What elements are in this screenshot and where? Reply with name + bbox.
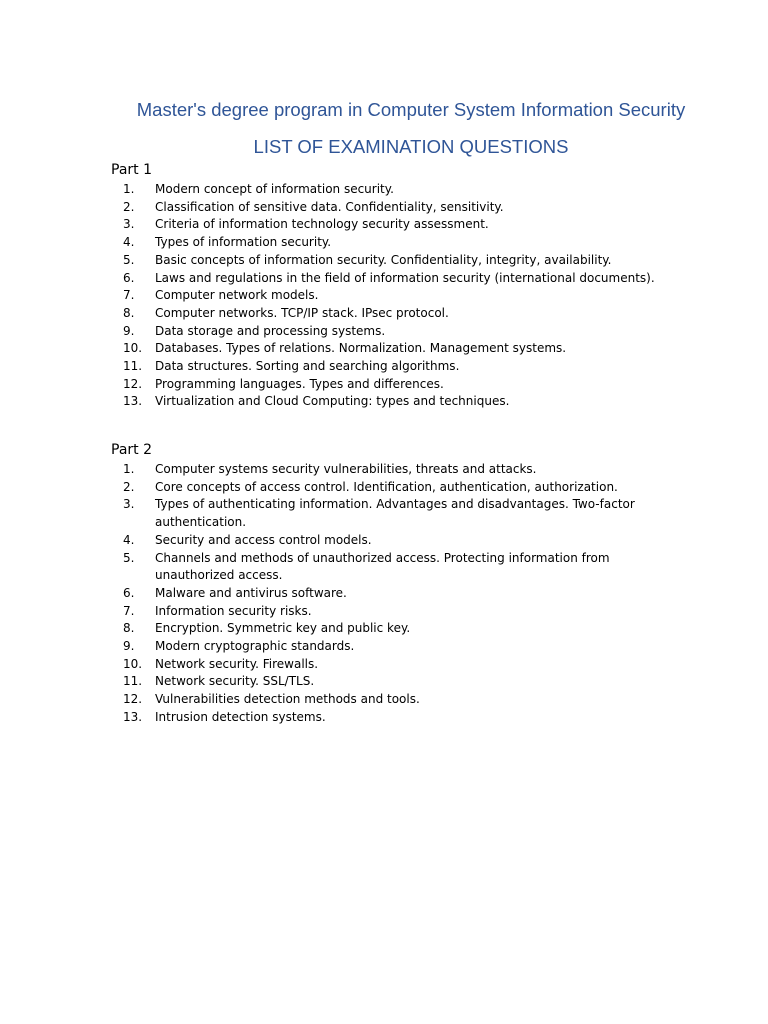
list-item	[111, 496, 651, 531]
question-number: 9.	[123, 639, 135, 654]
question-number: 9.	[123, 323, 135, 338]
question-text: Computer systems security vulnerabilities, threats and attacks.	[155, 462, 537, 476]
list-item	[111, 340, 711, 358]
list-item	[111, 603, 651, 621]
question-number: 12.	[123, 376, 143, 391]
list-item	[111, 376, 711, 394]
question-text: Vulnerabilities detection methods and tools.	[155, 692, 420, 707]
question-number: 8.	[123, 305, 135, 320]
question-text: Information security risks.	[155, 603, 312, 618]
part2-question-list	[111, 461, 651, 727]
list-item	[111, 461, 651, 479]
question-number: 1.	[123, 462, 135, 476]
question-number: 6.	[123, 585, 135, 600]
question-text: Programming languages. Types and differences.	[155, 376, 444, 391]
question-number: 3.	[123, 217, 135, 232]
question-number: 6.	[123, 270, 135, 285]
list-item	[111, 252, 711, 270]
question-text: Criteria of information technology security assessment.	[155, 217, 489, 232]
question-number: 5.	[123, 550, 135, 565]
list-item	[111, 585, 651, 603]
question-number: 13.	[123, 709, 143, 724]
list-item	[111, 199, 711, 217]
document-title: Master's degree program in Computer System Information Security	[136, 99, 686, 120]
question-number: 5.	[123, 252, 135, 267]
part1-heading: Part 1	[111, 162, 152, 178]
list-item	[111, 181, 711, 199]
question-text: Network security. SSL/TLS.	[155, 674, 315, 689]
list-item	[111, 270, 711, 288]
document-subtitle: LIST OF EXAMINATION QUESTIONS	[253, 136, 569, 157]
question-text: Computer networks. TCP/IP stack. IPsec protocol.	[155, 305, 449, 320]
list-item	[111, 287, 711, 305]
list-item	[111, 638, 651, 656]
question-number: 11.	[123, 674, 143, 689]
list-item	[111, 691, 651, 709]
question-number: 2.	[123, 479, 135, 494]
question-text: Channels and methods of unauthorized access. Protecting information from unauthorized access.	[155, 550, 610, 583]
list-item	[111, 532, 651, 550]
list-item	[111, 305, 711, 323]
list-item	[111, 234, 711, 252]
question-number: 10.	[123, 656, 143, 671]
question-text: Virtualization and Cloud Computing: types and techniques.	[155, 394, 510, 409]
list-item	[111, 216, 711, 234]
question-text: Modern cryptographic standards.	[155, 639, 355, 654]
list-item	[111, 709, 651, 727]
list-item	[111, 393, 711, 411]
list-item	[111, 479, 651, 497]
question-text: Core concepts of access control. Identification, authentication, authorization.	[155, 479, 618, 494]
list-item	[111, 673, 651, 691]
question-text: Encryption. Symmetric key and public key.	[155, 621, 411, 636]
question-number: 4.	[123, 235, 135, 250]
question-number: 8.	[123, 621, 135, 636]
question-text: Network security. Firewalls.	[155, 656, 319, 671]
question-text: Modern concept of information security.	[155, 182, 394, 196]
question-text: Laws and regulations in the field of information security (international documents).	[155, 270, 655, 285]
part1-question-list	[111, 181, 711, 411]
list-item	[111, 550, 651, 585]
question-text: Types of information security.	[155, 235, 332, 250]
question-number: 11.	[123, 359, 143, 374]
question-text: Data storage and processing systems.	[155, 323, 386, 338]
question-text: Malware and antivirus software.	[155, 585, 347, 600]
question-number: 2.	[123, 199, 135, 214]
question-number: 4.	[123, 532, 135, 547]
question-text: Classification of sensitive data. Confidentiality, sensitivity.	[155, 199, 504, 214]
part2-heading: Part 2	[111, 442, 152, 458]
list-item	[111, 358, 711, 376]
question-number: 7.	[123, 603, 135, 618]
question-number: 7.	[123, 288, 135, 303]
question-number: 1.	[123, 182, 135, 196]
question-text: Data structures. Sorting and searching algorithms.	[155, 359, 460, 374]
list-item	[111, 323, 711, 341]
question-text: Basic concepts of information security. Confidentiality, integrity, availability.	[155, 252, 612, 267]
list-item	[111, 620, 651, 638]
question-number: 13.	[123, 394, 143, 409]
question-text: Security and access control models.	[155, 532, 372, 547]
question-text: Types of authenticating information. Advantages and disadvantages. Two-factor authentication.	[155, 497, 635, 530]
question-text: Databases. Types of relations. Normalization. Management systems.	[155, 341, 567, 356]
list-item	[111, 656, 651, 674]
question-number: 3.	[123, 497, 135, 512]
question-number: 10.	[123, 341, 143, 356]
question-text: Computer network models.	[155, 288, 319, 303]
question-number: 12.	[123, 692, 143, 707]
question-text: Intrusion detection systems.	[155, 709, 326, 724]
